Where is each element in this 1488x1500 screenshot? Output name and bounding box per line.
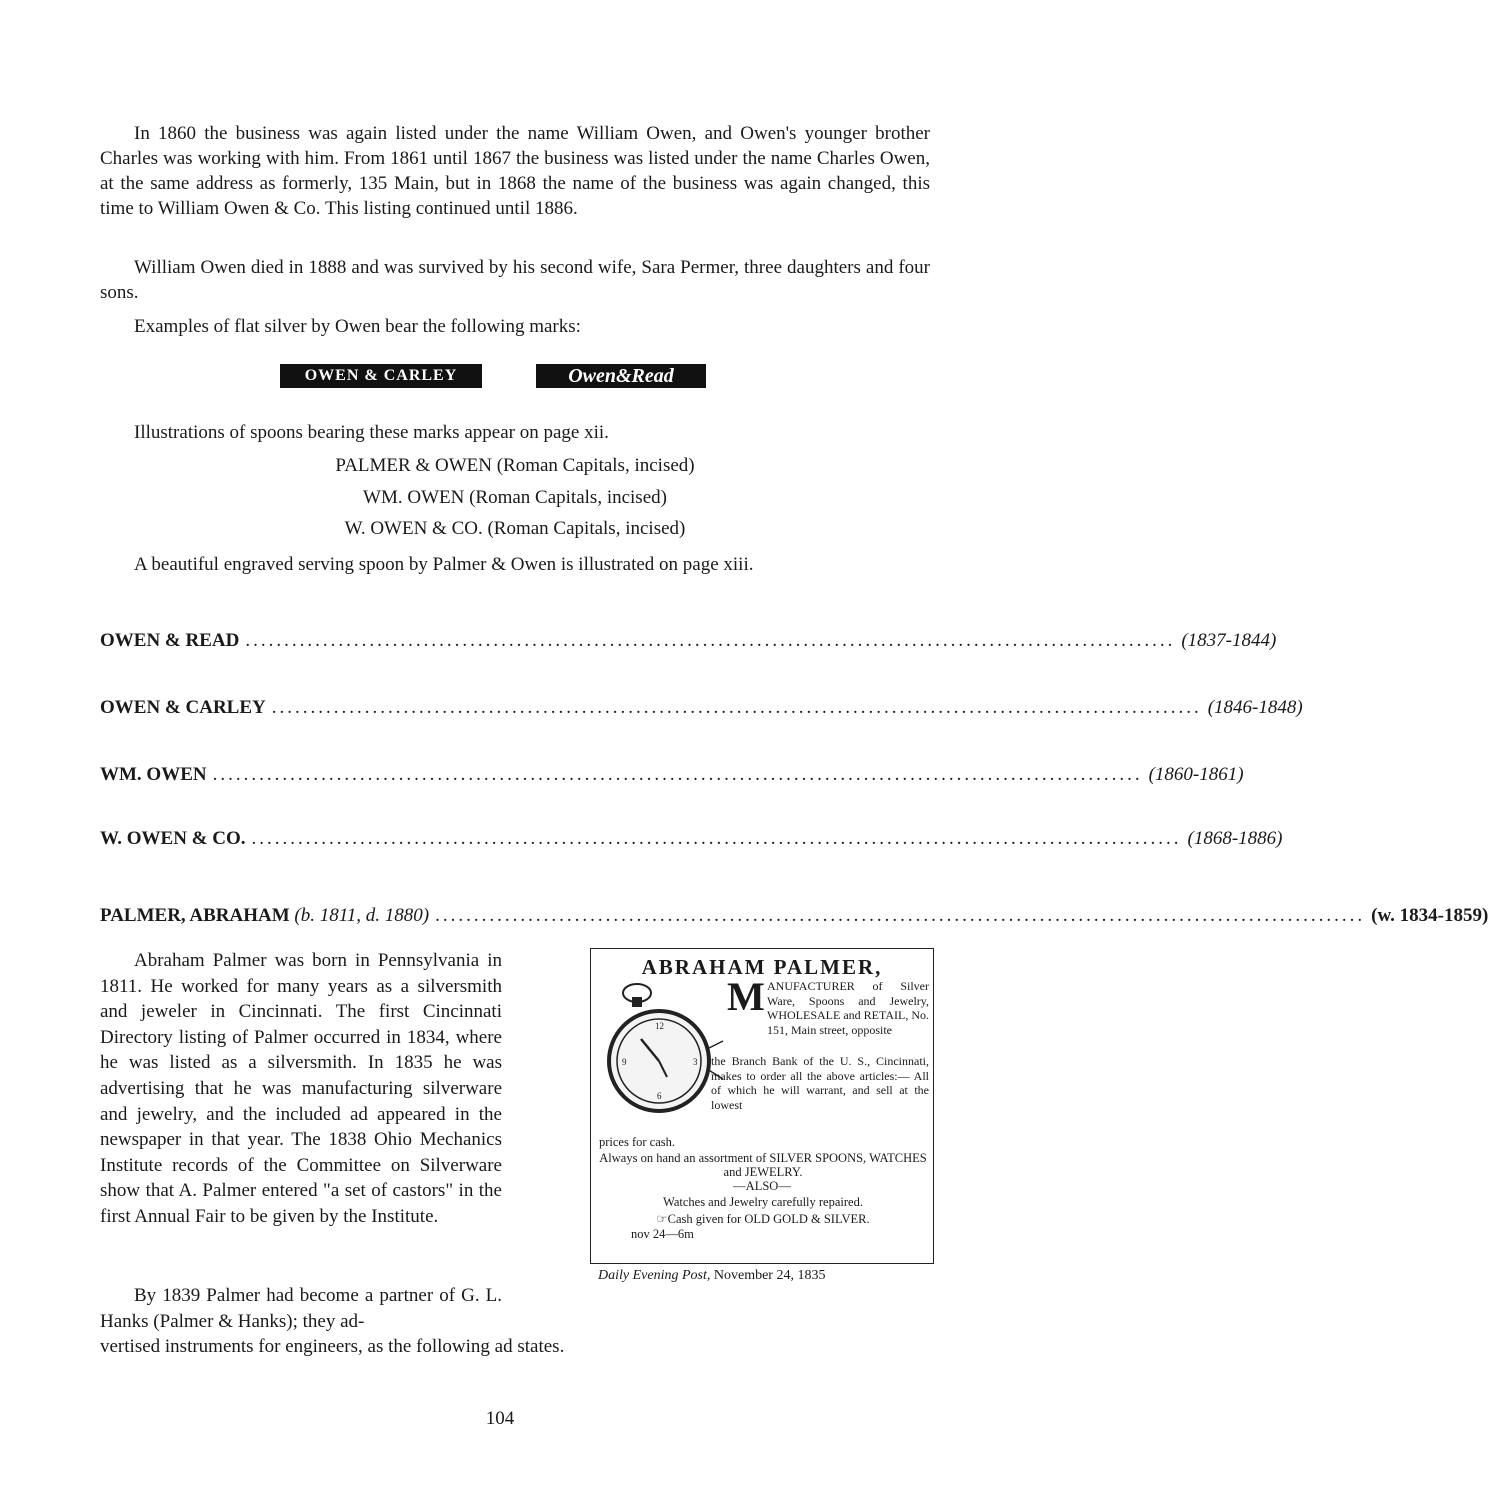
palmer-life-dates: (b. 1811, d. 1880) (294, 905, 430, 926)
ad-date: nov 24—6m (631, 1227, 694, 1241)
palmer-paragraph-2: By 1839 Palmer had become a partner of G. L. Hanks (Palmer & Hanks); they ad- (100, 1285, 502, 1332)
ad-dropcap: M (727, 974, 765, 1019)
leader-dots: ........................................................................................................................ (271, 697, 1202, 718)
ad-body-text: ANUFACTURER of Silver Ware, Spoons and Jewelry, WHOLESALE and RETAIL, No. 151, Main street, opposite (767, 979, 930, 1037)
leader-dots: ........................................................................................................................ (251, 828, 1182, 849)
ad-caption (598, 1268, 825, 1284)
ad-title: ABRAHAM PALMER, (641, 955, 883, 979)
entry-wm-owen (100, 762, 1244, 787)
owen-carley-mark-image: OWEN & CARLEY (280, 364, 482, 388)
entry-owen-carley (100, 695, 1303, 720)
spoon-note: A beautiful engraved serving spoon by Palmer & Owen is illustrated on page xiii. (134, 554, 754, 575)
mark-line-wm-owen: WM. OWEN (Roman Capitals, incised) (363, 487, 667, 508)
svg-text:3: 3 (693, 1057, 698, 1067)
palmer-paragraph-1: Abraham Palmer was born in Pennsylvania in 1811. He worked for many years as a silversmith and jeweler in Cincinnati. The first Cincinnati Directory listing of Palmer occurred in 1834, where he was listed as a silversmith. In 1835 he was advertising that he was manufacturing silverware and jewelry, and the included ad appeared in the newspaper in that year. The 1838 Ohio Mechanics Institute records of the Committee on Silverware show that A. Palmer entered "a set of castors" in the first Annual Fair to be given by the Institute. (100, 950, 502, 1227)
entry-name: W. OWEN & CO. (100, 828, 246, 849)
entry-owen-read (100, 628, 1277, 653)
entry-dates: (1860-1861) (1148, 764, 1244, 785)
owen-read-mark-image: Owen&Read (536, 364, 706, 388)
leader-dots: ........................................................................................................................ (245, 630, 1176, 651)
entry-w-owen-co (100, 826, 1283, 851)
entry-name: OWEN & READ (100, 630, 240, 651)
svg-text:6: 6 (657, 1091, 662, 1101)
intro-paragraph-1: In 1860 the business was again listed under the name William Owen, and Owen's younger brother Charles was working with him. From 1861 until 1867 the business was listed under the name Charles Owen, at the same address as formerly, 135 Main, but in 1868 the name of the business was again changed, this time to William Owen & Co. This listing continued until 1886. (100, 123, 930, 219)
svg-text:9: 9 (622, 1057, 627, 1067)
mark-line-w-owen-co: W. OWEN & CO. (Roman Capitals, incised) (344, 518, 686, 539)
intro-paragraph-3: Examples of flat silver by Owen bear the following marks: (134, 316, 581, 337)
leader-dots: ........................................................................................................................ (212, 764, 1143, 785)
palmer-paragraph-2-continued: vertised instruments for engineers, as the following ad states. (100, 1336, 565, 1357)
illustrations-note: Illustrations of spoons bearing these marks appear on page xii. (134, 422, 609, 443)
leader-dots: ........................................................................................................................ (435, 905, 1366, 926)
palmer-name: PALMER, ABRAHAM (100, 905, 290, 926)
entry-name: OWEN & CARLEY (100, 697, 266, 718)
intro-paragraph-2: William Owen died in 1888 and was survived by his second wife, Sara Permer, three daughters and four sons. (100, 257, 930, 303)
entry-name: WM. OWEN (100, 764, 207, 785)
palmer-newspaper-ad (590, 948, 934, 1264)
entry-palmer-abraham (100, 903, 1488, 928)
entry-dates: (1868-1886) (1187, 828, 1283, 849)
ad-caption-source: Daily Evening Post, (598, 1268, 711, 1283)
entry-dates: (1846-1848) (1207, 697, 1303, 718)
page-number: 104 (485, 1408, 515, 1429)
ad-stock: Always on hand an assortment of SILVER SPOONS, WATCHES and JEWELRY. (599, 1151, 927, 1179)
ad-also: —ALSO— (733, 1179, 791, 1193)
ad-body-text-continued: the Branch Bank of the U. S., Cincinnati, makes to order all the above articles:— All of which he will warrant, and sell at the lowest (711, 1054, 929, 1112)
palmer-heading (100, 903, 429, 928)
mark-line-palmer-owen: PALMER & OWEN (Roman Capitals, incised) (335, 455, 695, 476)
svg-text:12: 12 (655, 1021, 664, 1031)
ad-prices: prices for cash. (599, 1135, 676, 1149)
ad-repair: Watches and Jewelry carefully repaired. (663, 1195, 863, 1209)
palmer-working-dates: (w. 1834-1859) (1371, 905, 1488, 926)
pocket-watch-icon (597, 979, 727, 1119)
ad-caption-date: November 24, 1835 (713, 1268, 826, 1283)
entry-dates: (1837-1844) (1181, 630, 1277, 651)
ad-cash: ☞Cash given for OLD GOLD & SILVER. (656, 1212, 870, 1226)
